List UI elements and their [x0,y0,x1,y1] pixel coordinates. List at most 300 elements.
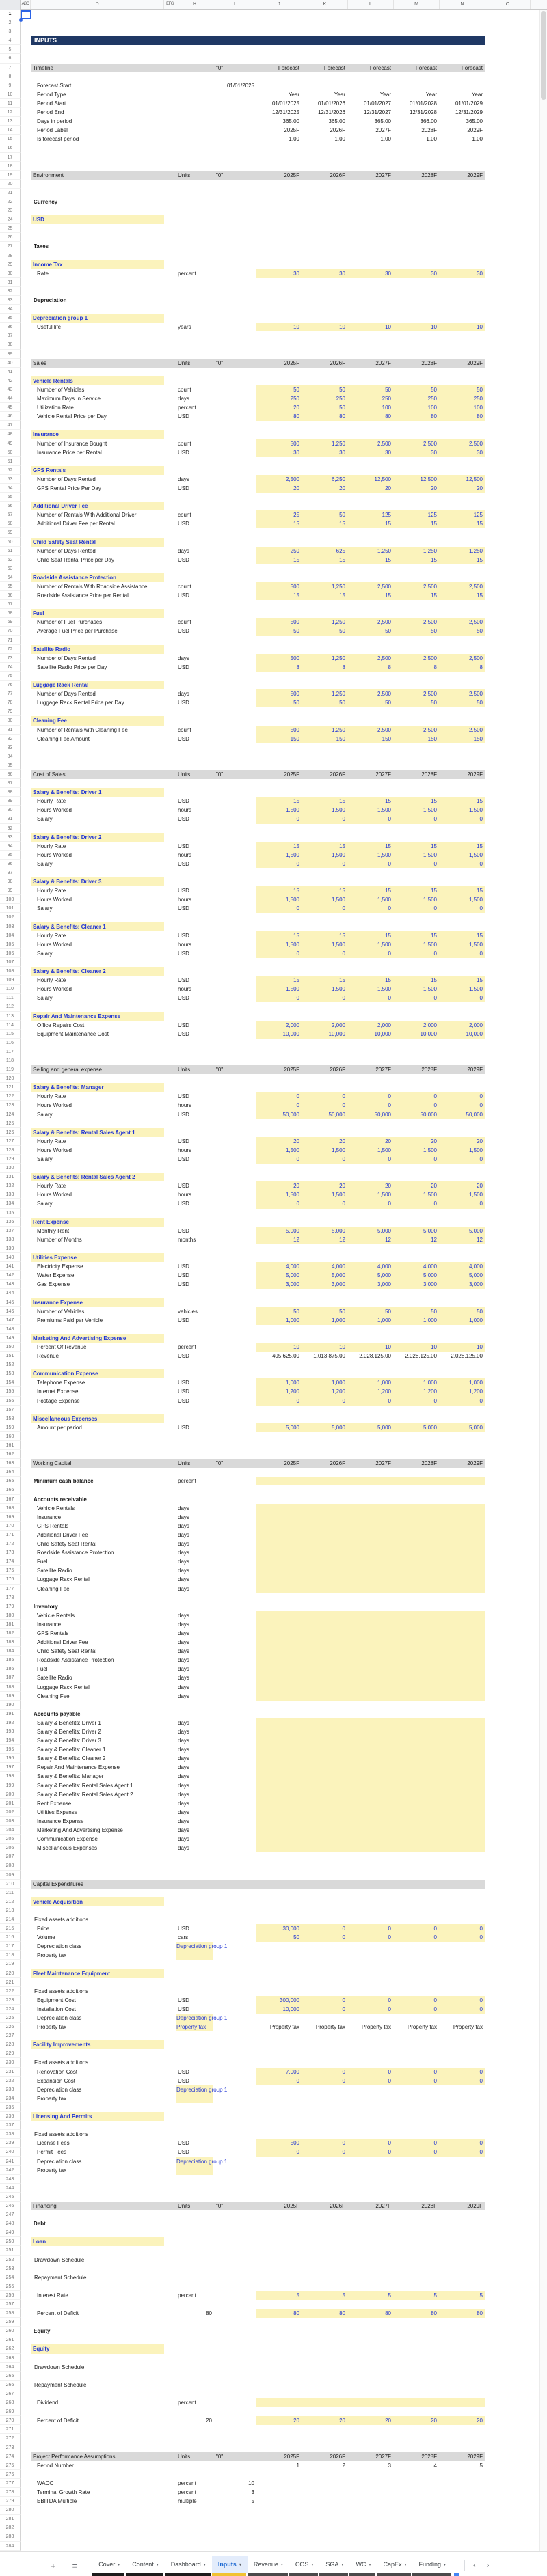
row-number[interactable]: 95 [0,851,21,860]
group-label[interactable]: Accounts receivable [34,1496,87,1503]
row-number[interactable]: 3 [0,27,21,36]
cell-value[interactable]: 250 [348,394,394,403]
cell[interactable] [21,1432,31,1441]
cell-value[interactable]: 0 [348,860,394,868]
cell[interactable] [21,2068,31,2077]
input-cell-range[interactable] [256,1513,485,1522]
zero-period-cell[interactable] [213,448,256,457]
row-number[interactable]: 162 [0,1450,21,1459]
cell[interactable] [21,1880,31,1889]
zero-period-cell[interactable] [213,1504,256,1513]
cell-value[interactable]: 2,000 [440,1021,485,1030]
cell[interactable] [485,2291,531,2300]
cell-value[interactable]: 0 [348,1933,394,1942]
row-number[interactable]: 171 [0,1531,21,1539]
row-number[interactable]: 80 [0,716,21,725]
row-number[interactable]: 187 [0,1673,21,1682]
cell-value[interactable]: 8 [394,663,440,672]
cell-value[interactable]: 2,500 [394,654,440,663]
cell[interactable] [21,359,31,368]
cell-value[interactable]: Year [379,91,391,98]
cell[interactable] [21,2461,31,2470]
cell[interactable] [485,949,531,958]
row-number[interactable]: 114 [0,1021,21,1030]
cell-value[interactable]: 5 [256,2291,302,2300]
cell-value[interactable]: 0 [394,2068,440,2077]
cell[interactable] [21,1504,31,1513]
cell[interactable] [21,1585,31,1593]
cell-value[interactable]: 1,500 [302,1146,348,1155]
row-number[interactable]: 247 [0,2210,21,2219]
cell-value[interactable]: 2,028,125.00 [405,1353,437,1360]
cell[interactable] [21,368,31,376]
cell-value[interactable]: 5,000 [394,1423,440,1432]
row-number[interactable]: 261 [0,2335,21,2344]
row-label[interactable]: Percent of Deficit [37,2417,79,2424]
cell[interactable] [485,1307,531,1316]
zero-period-cell[interactable] [213,1477,256,1485]
zero-period-cell[interactable] [213,1629,256,1638]
zero-period-cell[interactable] [213,269,256,278]
cell[interactable] [485,627,531,635]
cell[interactable] [485,1387,531,1396]
cell-value[interactable]: 8 [348,663,394,672]
cell-value[interactable]: 0 [348,2139,394,2148]
row-label[interactable]: Insurance [37,1621,62,1628]
zero-period-cell[interactable] [213,1378,256,1387]
cell[interactable] [21,1262,31,1271]
cell[interactable] [485,1933,531,1942]
input-cell-range[interactable] [256,1531,485,1539]
row-number[interactable]: 101 [0,904,21,913]
row-number[interactable]: 84 [0,752,21,761]
row-number[interactable]: 81 [0,726,21,735]
row-number[interactable]: 68 [0,609,21,618]
cell[interactable] [21,2443,31,2452]
cell-value[interactable]: 20 [348,1181,394,1190]
cell-value[interactable]: 0 [348,1397,394,1406]
cell-value[interactable]: 125 [440,510,485,519]
row-number[interactable]: 89 [0,797,21,806]
zero-period-cell[interactable] [213,985,256,994]
cell-value[interactable]: 1,500 [348,895,394,904]
cell-value[interactable]: 0 [440,1397,485,1406]
zero-period-cell[interactable] [213,1146,256,1155]
chevron-down-icon[interactable]: ▾ [341,2562,344,2567]
zero-period-cell[interactable] [213,1620,256,1629]
cell[interactable] [21,564,31,573]
cell[interactable] [21,573,31,582]
cell-value[interactable]: 1,013,875.00 [313,1353,345,1360]
zero-period-cell[interactable] [213,1280,256,1289]
row-number[interactable]: 111 [0,994,21,1002]
zero-period-cell[interactable] [213,1423,256,1432]
row-number[interactable]: 148 [0,1325,21,1334]
cell[interactable] [21,1002,31,1011]
cell-value[interactable]: 12/31/2026 [317,109,345,116]
zero-period-cell[interactable] [213,1227,256,1235]
cell[interactable] [485,2416,531,2425]
add-sheet-button[interactable]: + [51,2560,56,2571]
cell-value[interactable]: 1,000 [256,1316,302,1325]
cell[interactable] [21,1485,31,1494]
cell[interactable] [21,45,31,54]
row-label[interactable]: Revenue [37,1353,59,1360]
row-number[interactable]: 103 [0,922,21,931]
row-label[interactable]: Amount per period [37,1424,82,1431]
input-section-label[interactable]: Fuel [31,609,164,618]
zero-period-cell[interactable] [213,1397,256,1406]
row-number[interactable]: 134 [0,1199,21,1208]
cell-value[interactable]: 50,000 [394,1110,440,1119]
cell[interactable] [485,394,531,403]
column-header-k[interactable]: K [302,0,348,9]
row-number[interactable]: 54 [0,484,21,493]
row-number[interactable]: 105 [0,940,21,949]
cell-value[interactable]: 5 [394,2291,440,2300]
row-number[interactable]: 199 [0,1781,21,1790]
cell[interactable] [21,296,31,305]
cell[interactable] [485,940,531,949]
row-label[interactable]: Repair And Maintenance Expense [37,1764,120,1771]
row-number[interactable]: 88 [0,788,21,797]
zero-period-cell[interactable] [213,842,256,851]
row-label[interactable]: Hourly Rate [37,932,66,939]
cell[interactable] [485,1513,531,1522]
cell-value[interactable]: 15 [394,886,440,895]
row-number[interactable]: 221 [0,1978,21,1987]
input-cell[interactable] [176,2166,213,2175]
cell-value[interactable]: 1,000 [440,1378,485,1387]
zero-period-cell[interactable] [213,1951,256,1960]
cell-value[interactable]: 0 [302,1933,348,1942]
cell[interactable] [21,2094,31,2103]
row-number[interactable]: 87 [0,779,21,788]
row-number[interactable]: 145 [0,1298,21,1307]
cell-value[interactable]: 01/01/2025 [271,100,299,107]
zero-period-cell[interactable] [213,886,256,895]
cell-value[interactable]: 50 [394,385,440,394]
row-label[interactable]: Hours Worked [37,896,72,903]
input-cell-range[interactable] [256,1575,485,1584]
cell[interactable] [21,976,31,985]
empty-cells[interactable] [256,1942,485,1951]
cell[interactable] [21,689,31,698]
row-number[interactable]: 32 [0,287,21,296]
cell[interactable] [485,2309,531,2318]
row-number[interactable]: 216 [0,1933,21,1942]
row-number[interactable]: 204 [0,1826,21,1835]
sub-label[interactable]: Fixed assets additions [34,2059,89,2066]
cell-value[interactable]: 2,500 [440,654,485,663]
row-number[interactable]: 8 [0,72,21,81]
cell[interactable] [485,1235,531,1244]
cell-value[interactable]: 1,500 [256,895,302,904]
cell-value[interactable]: 15 [302,591,348,600]
row-label[interactable]: Salary & Benefits: Driver 2 [37,1729,101,1735]
cell[interactable] [485,2094,531,2103]
cell[interactable] [21,1459,31,1468]
empty-cells[interactable] [256,2085,485,2094]
cell-value[interactable]: 15 [394,931,440,940]
cell-value[interactable]: 10 [302,323,348,331]
cell[interactable] [485,1181,531,1190]
row-number[interactable]: 91 [0,814,21,823]
input-section-label[interactable]: Cleaning Fee [31,716,164,725]
cell[interactable] [485,1227,531,1235]
row-number[interactable]: 10 [0,90,21,99]
zero-period-cell[interactable] [213,547,256,556]
row-label[interactable]: Water Expense [37,1272,75,1279]
cell[interactable] [485,519,531,528]
group-label[interactable]: Taxes [34,243,49,250]
cell[interactable] [21,215,31,224]
empty-cells[interactable] [256,2014,485,2023]
empty-cells[interactable] [256,2497,485,2506]
cell[interactable] [485,1718,531,1727]
cell[interactable] [21,1039,31,1047]
cell-value[interactable]: 0 [440,949,485,958]
cell-value[interactable]: 12 [348,1235,394,1244]
cell-value[interactable]: 2,500 [440,618,485,627]
row-label[interactable]: Salary [37,816,53,823]
row-number[interactable]: 179 [0,1602,21,1611]
cell-value[interactable]: 1,500 [302,985,348,994]
row-number[interactable]: 224 [0,2005,21,2014]
cell[interactable] [21,1727,31,1736]
row-label[interactable]: Hourly Rate [37,888,66,894]
cell[interactable] [485,2497,531,2506]
cell-value[interactable]: 80 [256,412,302,421]
row-number[interactable]: 207 [0,1852,21,1861]
cell[interactable] [21,251,31,260]
cell[interactable] [485,1790,531,1799]
cell[interactable] [485,1548,531,1557]
cell[interactable] [21,1557,31,1566]
row-label[interactable]: Monthly Rent [37,1227,70,1234]
cell[interactable] [485,2014,531,2023]
cell[interactable] [21,1253,31,1262]
cell-value[interactable]: 3,000 [256,1280,302,1289]
row-number[interactable]: 146 [0,1307,21,1316]
row-label[interactable]: Salary & Benefits: Cleaner 2 [37,1755,106,1762]
cell-value[interactable]: 7,000 [256,2068,302,2077]
row-number[interactable]: 12 [0,108,21,117]
row-number[interactable]: 169 [0,1513,21,1522]
cell-value[interactable]: 15 [302,886,348,895]
cell[interactable] [21,2031,31,2040]
row-number[interactable]: 2 [0,18,21,27]
cell[interactable] [21,2005,31,2014]
cell-value[interactable]: 5,000 [348,1271,394,1280]
row-number[interactable]: 276 [0,2470,21,2479]
row-number[interactable]: 225 [0,2014,21,2023]
row-number[interactable]: 53 [0,475,21,484]
input-section-label[interactable]: Fleet Maintenance Equipment [31,1969,164,1978]
row-number[interactable]: 20 [0,180,21,189]
sheet-tab-inputs[interactable] [212,2556,248,2576]
zero-period-cell[interactable] [213,1021,256,1030]
input-cell-range[interactable] [256,1790,485,1799]
cell-value[interactable]: 500 [256,726,302,735]
input-section-label[interactable]: Depreciation group 1 [31,314,164,323]
zero-period-cell[interactable] [213,895,256,904]
cell-value[interactable]: 100 [348,403,394,412]
cell-value[interactable]: 20 [256,403,302,412]
cell-value[interactable]: 100 [440,403,485,412]
cell-value[interactable]: 8 [256,663,302,672]
zero-period-cell[interactable] [213,1933,256,1942]
cell-value[interactable]: 15 [302,842,348,851]
cell-value[interactable]: 15 [440,976,485,985]
cell[interactable] [21,1593,31,1602]
row-number[interactable]: 273 [0,2443,21,2452]
cell[interactable] [21,1316,31,1325]
cell[interactable] [485,1566,531,1575]
row-label[interactable]: Vehicle Rentals [37,1612,75,1619]
empty-cells[interactable] [256,2488,485,2497]
zero-period-cell[interactable] [213,1664,256,1673]
chevron-down-icon[interactable]: ▾ [444,2562,446,2567]
zero-period-cell[interactable] [213,1575,256,1584]
cell[interactable] [485,1531,531,1539]
row-number[interactable]: 128 [0,1146,21,1155]
cell-value[interactable]: 2,500 [348,582,394,591]
row-number[interactable]: 258 [0,2309,21,2318]
row-number[interactable]: 74 [0,663,21,672]
input-cell-range[interactable] [256,1539,485,1548]
row-number[interactable]: 167 [0,1495,21,1504]
input-cell-range[interactable] [256,1522,485,1531]
row-number[interactable]: 205 [0,1835,21,1844]
input-cell[interactable]: Depreciation group 1 [176,2014,213,2023]
cell[interactable] [21,609,31,618]
row-label[interactable]: Cleaning Fee [37,1585,70,1592]
cell-value[interactable]: 15 [348,591,394,600]
row-number[interactable]: 173 [0,1548,21,1557]
row-number[interactable]: 104 [0,931,21,940]
cell[interactable] [485,1397,531,1406]
cell-value[interactable]: 15 [256,797,302,806]
cell-value[interactable]: 150 [302,735,348,743]
input-section-label[interactable]: Salary & Benefits: Manager [31,1083,164,1092]
row-label[interactable]: Depreciation class [37,2015,82,2021]
group-label[interactable]: Debt [34,2221,46,2228]
cell[interactable] [485,2157,531,2166]
cell-value[interactable]: 80 [394,2309,440,2318]
cell[interactable] [485,886,531,895]
row-label[interactable]: Renovation Cost [37,2068,78,2075]
row-number[interactable]: 283 [0,2532,21,2541]
cell[interactable] [21,1620,31,1629]
cell[interactable] [485,851,531,860]
cell[interactable] [21,135,31,143]
cell-value[interactable]: 0 [394,2139,440,2148]
input-cell-range[interactable] [256,1611,485,1620]
chevron-down-icon[interactable]: ▾ [239,2562,241,2567]
row-number[interactable]: 112 [0,1002,21,1011]
row-number[interactable]: 188 [0,1683,21,1692]
column-header-efg[interactable]: EFG [164,0,176,9]
cell-value[interactable]: 15 [394,591,440,600]
row-label[interactable]: Electricity Expense [37,1263,83,1270]
vertical-scrollbar[interactable] [539,10,547,2551]
cell[interactable] [21,797,31,806]
cell[interactable] [21,99,31,108]
row-label[interactable]: Property tax [37,1952,67,1959]
cell-value[interactable]: 1,500 [256,1146,302,1155]
zero-period-cell[interactable] [213,1092,256,1101]
zero-period-cell[interactable] [213,2291,256,2300]
row-number[interactable]: 34 [0,305,21,314]
cell[interactable] [21,1978,31,1987]
row-label[interactable]: Property tax [37,2167,67,2174]
row-number[interactable]: 274 [0,2452,21,2461]
cell[interactable] [21,1378,31,1387]
zero-period-cell[interactable] [213,1835,256,1844]
cell[interactable] [21,1406,31,1414]
cell[interactable] [21,779,31,788]
cell[interactable] [485,735,531,743]
row-label[interactable]: Number of Fuel Purchases [37,619,103,626]
chevron-down-icon[interactable]: ▾ [118,2562,120,2567]
cell-value[interactable]: 1,000 [394,1378,440,1387]
cell[interactable] [21,108,31,117]
cell[interactable] [21,2049,31,2058]
cell-value[interactable]: 0 [302,1155,348,1164]
cell[interactable] [485,1101,531,1110]
cell-value[interactable]: 2,000 [302,1021,348,1030]
cell-value[interactable]: 0 [440,1155,485,1164]
cell[interactable] [21,1164,31,1173]
row-number[interactable]: 202 [0,1808,21,1817]
row-number[interactable]: 11 [0,99,21,108]
cell[interactable] [21,716,31,725]
cell-value[interactable]: 2,500 [440,726,485,735]
zero-period-cell[interactable] [213,1199,256,1208]
cell[interactable] [21,1181,31,1190]
zero-period-cell[interactable] [213,1110,256,1119]
cell[interactable] [21,868,31,877]
cell[interactable] [21,180,31,189]
cell[interactable] [485,814,531,823]
cell-value[interactable]: 1,500 [440,1190,485,1199]
zero-period-cell[interactable] [213,1611,256,1620]
cell[interactable] [21,1826,31,1835]
cell-value[interactable]: 2,500 [348,618,394,627]
cell[interactable] [485,1996,531,2005]
zero-period-cell[interactable] [213,976,256,985]
cell-value[interactable]: 405,625.00 [271,1353,299,1360]
cell-value[interactable]: 0 [394,2077,440,2085]
row-number[interactable]: 15 [0,135,21,143]
cell[interactable] [21,323,31,331]
row-label[interactable]: Number of Rentals With Additional Driver [37,512,137,519]
cell[interactable] [21,1844,31,1852]
cell[interactable] [485,1190,531,1199]
cell[interactable] [485,1504,531,1513]
cell-value[interactable]: 50 [440,1307,485,1316]
row-number[interactable]: 55 [0,493,21,502]
row-number[interactable]: 156 [0,1397,21,1406]
cell[interactable] [485,1137,531,1146]
row-number[interactable]: 195 [0,1745,21,1754]
cell-value[interactable]: Year [425,91,437,98]
row-number[interactable]: 242 [0,2166,21,2175]
cell[interactable] [21,1799,31,1808]
cell[interactable] [21,2157,31,2166]
zero-period-cell[interactable] [213,394,256,403]
